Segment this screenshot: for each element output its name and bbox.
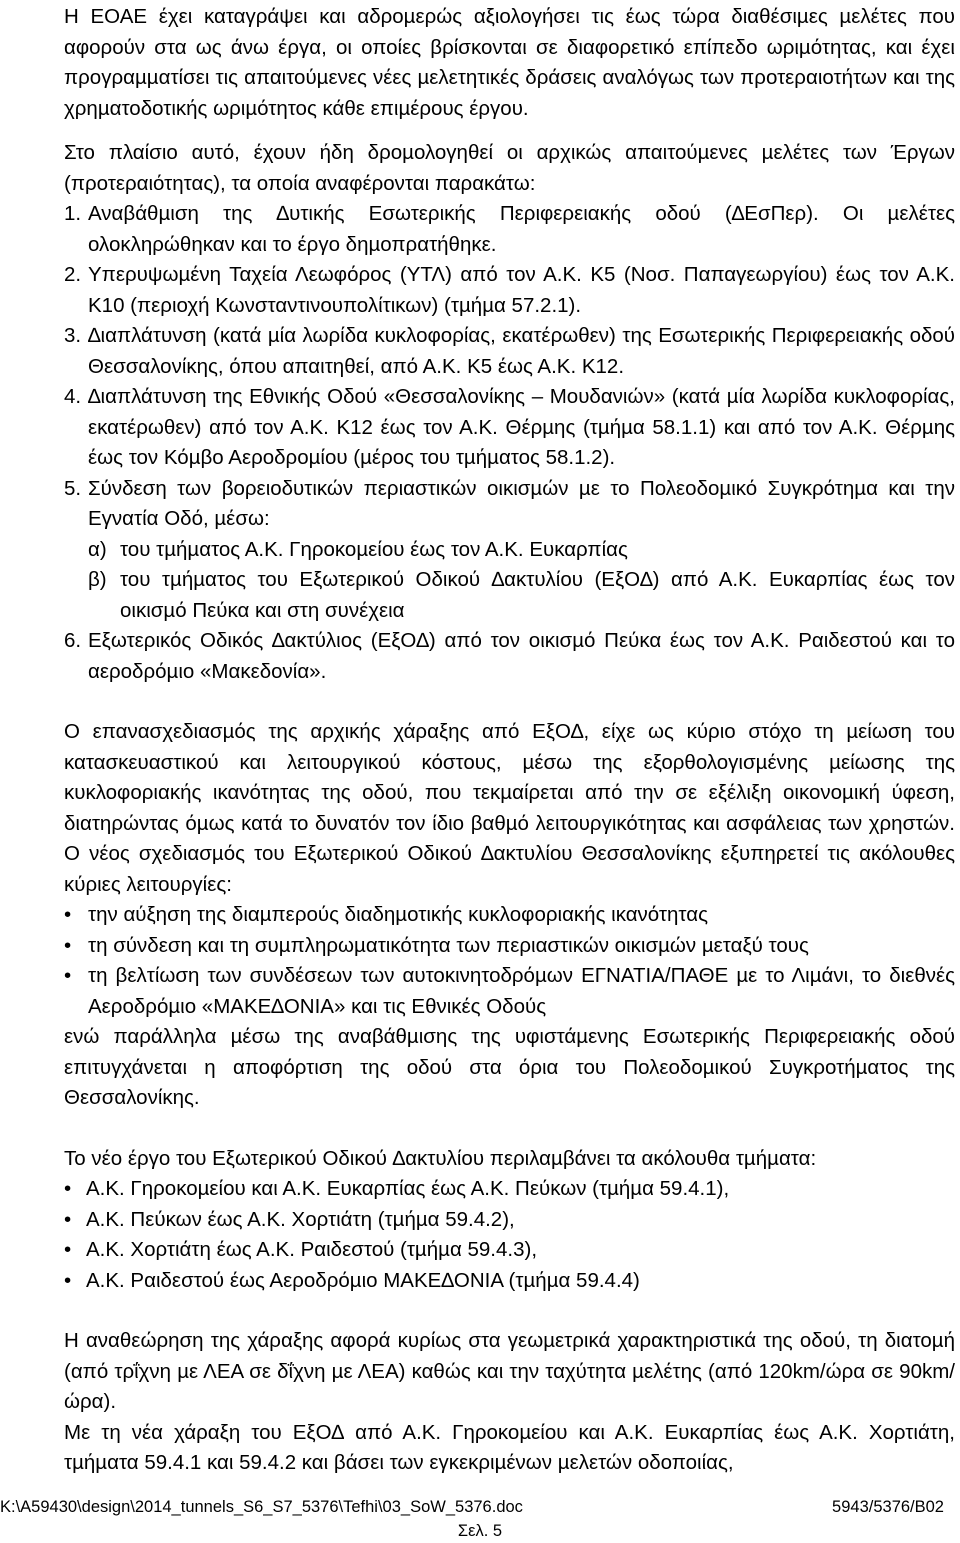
project-number: 6. xyxy=(64,629,82,652)
project-item xyxy=(64,626,955,687)
section-text: Α.Κ. Πεύκων έως Α.Κ. Χορτιάτη (τµήµα 59.4.2), xyxy=(86,1207,515,1231)
project-number: 2. xyxy=(64,263,82,286)
redesign-paragraph: Ο επανασχεδιασµός της αρχικής χάραξης από ΕξΟ∆, είχε ως κύριο στόχο τη µείωση του κατασκευαστικού και λειτουργικού κόστους, µέσω της εξορθολογισµένης µείωσης της κυκλοφοριακής ικανότητας της οδού, που τεκµαίρεται από την σε εξέλιξη οικονοµική ύφεση, διατηρώντας όµως κατά το δυνατόν τον ίδιο βαθµό λειτουργικότητας και ασφάλειας των χρηστών. Ο νέος σχεδιασµός του Εξωτερικού Οδικού ∆ακτυλίου Θεσσαλονίκης εξυπηρετεί τις ακόλουθες κύριες λειτουργίες: xyxy=(64,720,955,896)
document-page xyxy=(64,0,955,1479)
section-text: Α.Κ. Γηροκοµείου και Α.Κ. Ευκαρπίας έως Α.Κ. Πεύκων (τµήµα 59.4.1), xyxy=(86,1177,730,1200)
section-item xyxy=(64,1235,955,1266)
bullet-icon: • xyxy=(64,1177,72,1200)
project-text: Αναβάθµιση της ∆υτικής Εσωτερικής Περιφερειακής οδού (∆ΕσΠερ). Οι µελέτες ολοκληρώθηκαν και το έργο δηµοπρατήθηκε. xyxy=(88,202,955,256)
section-item xyxy=(64,1174,955,1205)
sub-item-letter: β) xyxy=(88,568,107,591)
bullet-icon: • xyxy=(64,1207,72,1231)
sub-item-letter: α) xyxy=(88,537,107,561)
bullet-icon: • xyxy=(64,964,72,987)
section-text: Α.Κ. Ραιδεστού έως Αεροδρόµιο ΜΑΚΕ∆ΟΝΙΑ (τµήµα 59.4.4) xyxy=(86,1268,640,1292)
project-item xyxy=(64,474,955,535)
function-text: την αύξηση της διαµπερούς διαδηµοτικής κυκλοφοριακής ικανότητας xyxy=(88,903,708,926)
sub-item-text: του τµήµατος Α.Κ. Γηροκοµείου έως τον Α.Κ. Ευκαρπίας xyxy=(120,537,628,561)
bullet-icon: • xyxy=(64,903,72,926)
sections-list xyxy=(64,1174,955,1296)
project-text: Υπερυψωµένη Ταχεία Λεωφόρος (ΥΤΛ) από τον Α.Κ. Κ5 (Νοσ. Παπαγεωργίου) έως τον Α.Κ. Κ10 (περιοχή Κωνσταντινουπολίτικων) (τµήµα 57.2.1). xyxy=(88,263,955,317)
project-sub-item xyxy=(64,535,955,566)
project-number: 1. xyxy=(64,202,82,225)
revision-paragraph: Η αναθεώρηση της χάραξης αφορά κυρίως στα γεωµετρικά χαρακτηριστικά της οδού, τη διατοµή (από τρΐχνη µε ΛΕΑ σε δΐχνη µε ΛΕΑ) καθώς και την ταχύτητα µελέτης (από 120km/ώρα σε 90km/ώρα). xyxy=(64,1329,955,1413)
project-item xyxy=(64,199,955,260)
bullet-icon: • xyxy=(64,1238,72,1261)
function-item xyxy=(64,931,955,962)
project-number: 4. xyxy=(64,385,82,408)
sections-intro: Το νέο έργο του Εξωτερικού Οδικού ∆ακτυλίου περιλαµβάνει τα ακόλουθα τµήµατα: xyxy=(64,1146,817,1170)
project-item xyxy=(64,382,955,474)
project-text: Εξωτερικός Οδικός ∆ακτύλιος (ΕξΟ∆) από τον οικισµό Πεύκα έως τον Α.Κ. Ραιδεστού και το αεροδρόµιο «Μακεδονία». xyxy=(88,629,955,683)
bullet-icon: • xyxy=(64,933,72,957)
projects-list xyxy=(64,199,955,687)
page-number: Σελ. 5 xyxy=(457,1522,503,1540)
document-code: 5943/5376/B02 xyxy=(832,1498,944,1516)
project-sub-item xyxy=(64,565,955,626)
project-item xyxy=(64,260,955,321)
project-number: 3. xyxy=(64,324,82,347)
function-text: τη βελτίωση των συνδέσεων των αυτοκινητοδρόµων ΕΓΝΑΤΙΑ/ΠΑΘΕ µε το Λιµάνι, το διεθνές Αεροδρόµιο «ΜΑΚΕ∆ΟΝΙΑ» και τις Εθνικές Οδούς xyxy=(88,964,955,1018)
function-item xyxy=(64,900,955,931)
function-text: τη σύνδεση και τη συµπληρωµατικότητα των περιαστικών οικισµών µεταξύ τους xyxy=(88,933,809,957)
section-text: Α.Κ. Χορτιάτη έως Α.Κ. Ραιδεστού (τµήµα 59.4.3), xyxy=(86,1238,538,1261)
file-path: K:\A59430\design\2014_tunnels_S6_S7_5376\Tefhi\03_SoW_5376.doc xyxy=(0,1498,523,1516)
function-item xyxy=(64,961,955,1022)
context-paragraph: Στο πλαίσιο αυτό, έχουν ήδη δροµολογηθεί οι αρχικώς απαιτούµενες µελέτες των Έργων (προτεραιότητας), τα οποία αναφέρονται παρακάτω: xyxy=(64,141,955,195)
new-alignment-paragraph: Με τη νέα χάραξη του ΕξΟ∆ από Α.Κ. Γηροκοµείου και Α.Κ. Ευκαρπίας έως Α.Κ. Χορτιάτη, τµήµατα 59.4.1 και 59.4.2 και βάσει των εγκεκριµένων µελετών οδοποιίας, xyxy=(64,1420,955,1474)
sub-item-text: του τµήµατος του Εξωτερικού Οδικού ∆ακτυλίου (ΕξΟ∆) από Α.Κ. Ευκαρπίας έως τον οικισµό Πεύκα και στη συνέχεια xyxy=(120,568,955,622)
project-number: 5. xyxy=(64,476,82,500)
bullet-icon: • xyxy=(64,1268,72,1292)
intro-paragraph: Η ΕΟΑΕ έχει καταγράψει και αδροµερώς αξιολογήσει τις έως τώρα διαθέσιµες µελέτες που αφορούν στα ως άνω έργα, οι οποίες βρίσκονται σε διαφορετικό επίπεδο ωριµότητας, και έχει προγραµµατίσει τις απαιτούµενες νέες µελετητικές δράσεις αναλόγως των προτεραιοτήτων και της χρηµατοδοτικής ωριµότητος κάθε επιµέρους έργου. xyxy=(64,5,955,120)
section-item xyxy=(64,1205,955,1236)
project-text: Σύνδεση των βορειοδυτικών περιαστικών οικισµών µε το Πολεοδοµικό Συγκρότηµα και την Εγνατία Οδό, µέσω: xyxy=(88,476,955,530)
project-text: ∆ιαπλάτυνση της Εθνικής Οδού «Θεσσαλονίκης – Μουδανιών» (κατά µία λωρίδα κυκλοφορίας, εκατέρωθεν) από τον Α.Κ. Κ12 έως τον Α.Κ. Θέρµης (τµήµα 58.1.1) και από τον Α.Κ. Θέρµης έως τον Κόµβο Αεροδροµίου (µέρος του τµήµατος 58.1.2). xyxy=(88,385,955,469)
project-item xyxy=(64,321,955,382)
section-item xyxy=(64,1266,955,1297)
project-text: ∆ιαπλάτυνση (κατά µία λωρίδα κυκλοφορίας, εκατέρωθεν) της Εσωτερικής Περιφερειακής οδού Θεσσαλονίκης, όπου απαιτηθεί, από Α.Κ. Κ5 έως Α.Κ. Κ12. xyxy=(88,324,955,378)
functions-list xyxy=(64,900,955,1022)
relief-paragraph: ενώ παράλληλα µέσω της αναβάθµισης της υφιστάµενης Εσωτερικής Περιφερειακής οδού επιτυγχάνεται η αποφόρτιση της οδού στα όρια του Πολεοδοµικού Συγκροτήµατος της Θεσσαλονίκης. xyxy=(64,1025,955,1109)
